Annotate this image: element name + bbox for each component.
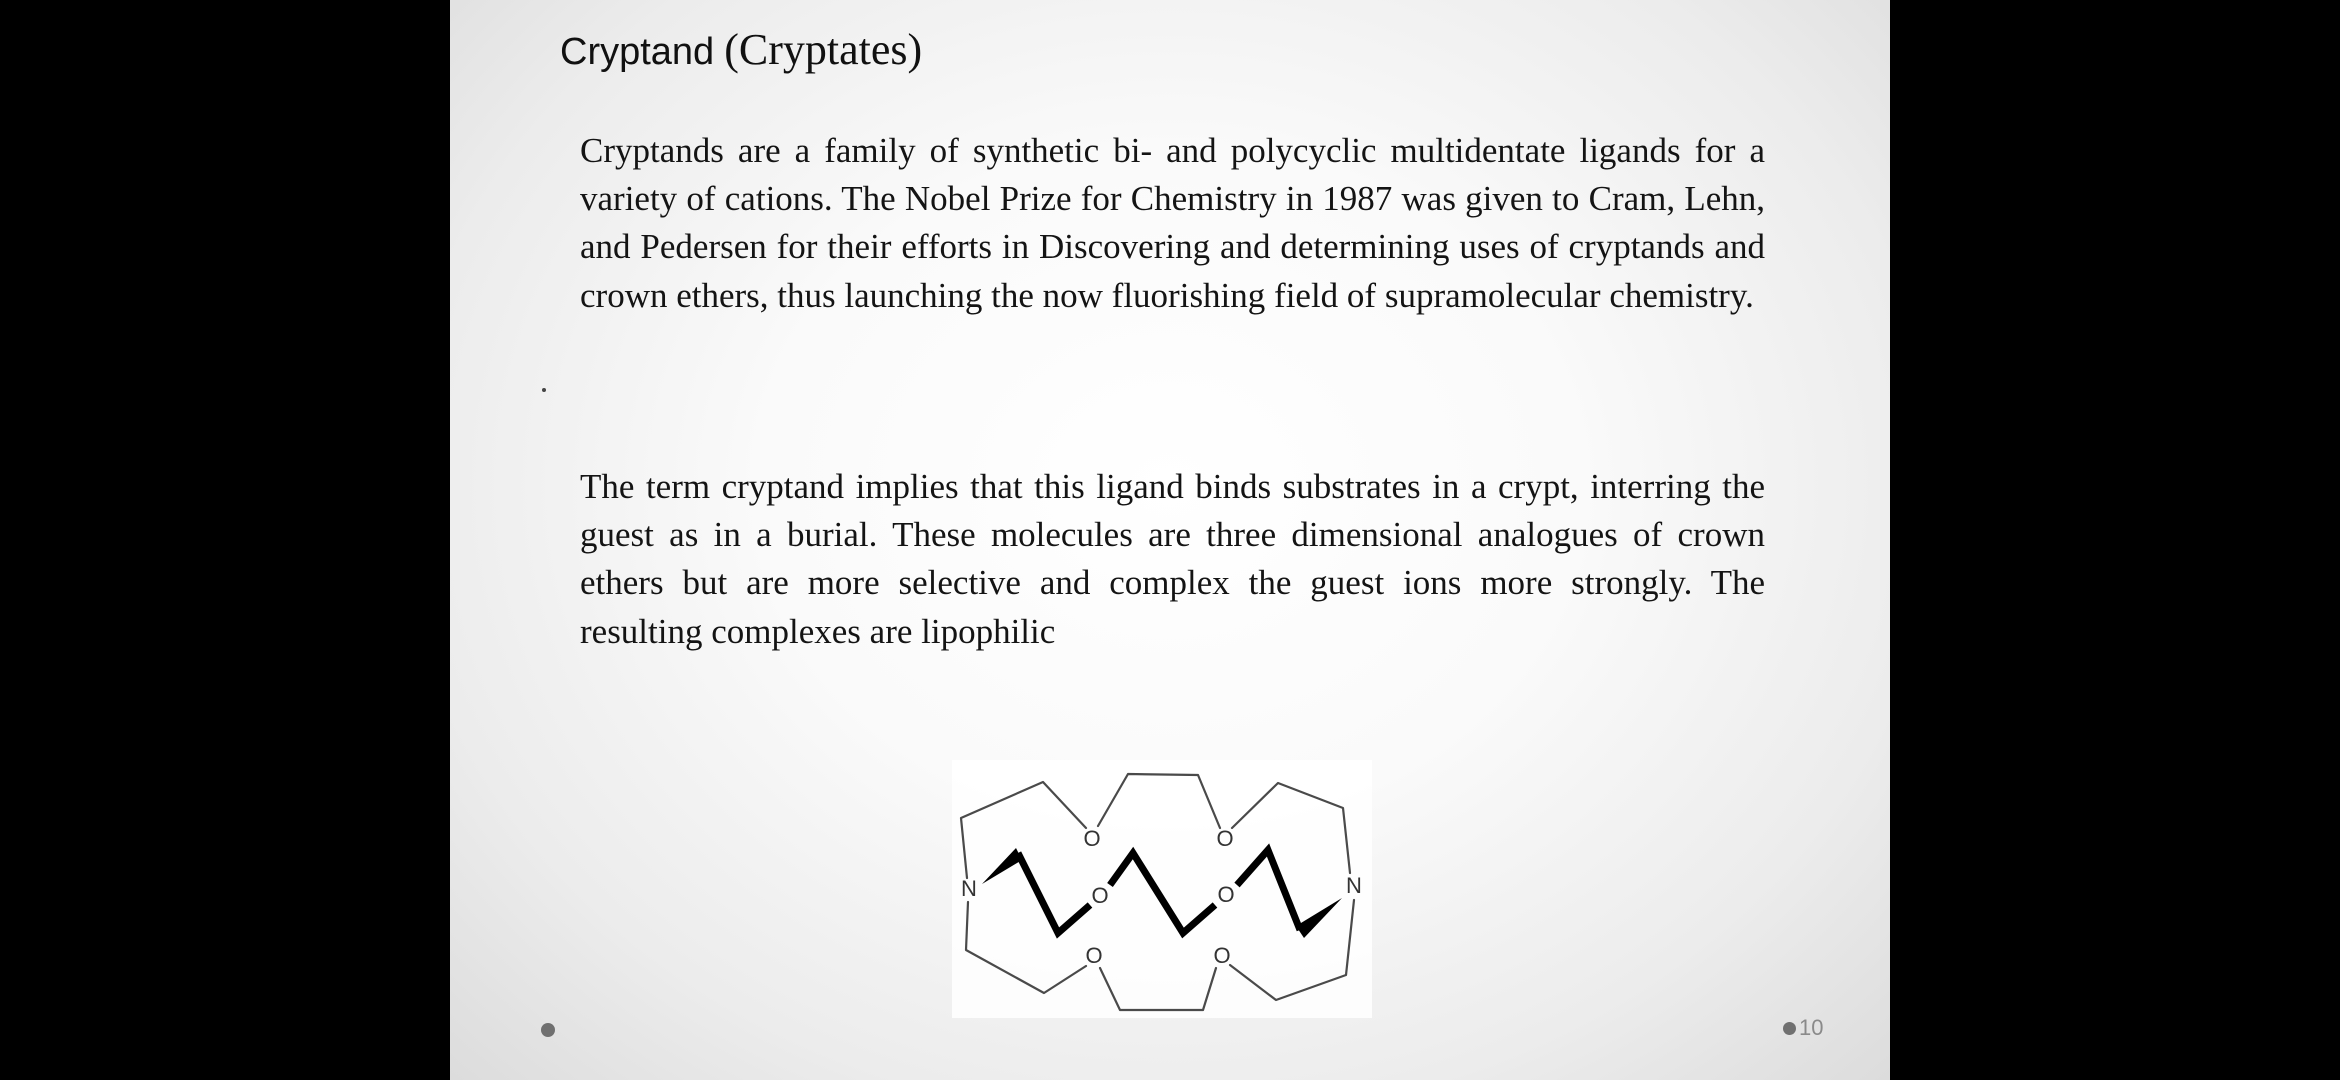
slide-title bbox=[560, 22, 922, 80]
oxygen-atom-top-left: O bbox=[1083, 826, 1101, 851]
nitrogen-atom-left: N bbox=[961, 876, 977, 901]
slide-number bbox=[1783, 1015, 1823, 1041]
slide bbox=[450, 0, 1890, 1080]
paragraph-definition: The term cryptand implies that this ligand binds substrates in a crypt, interring the guest as in a burial. These molecules are three dimensional analogues of crown ethers but are more selective and complex the guest ions more strongly. The resulting complexes are lipophilic bbox=[580, 467, 1765, 651]
wedge-bond-left bbox=[982, 848, 1022, 884]
oxygen-atom-mid-left: O bbox=[1091, 883, 1109, 908]
oxygen-atom-bottom-right: O bbox=[1213, 943, 1231, 968]
paragraph-history: Cryptands are a family of synthetic bi- and polycyclic multidentate ligands for a variety of cations. The Nobel Prize for Chemistry in 1987 was given to Cram, Lehn, and Pedersen for their efforts in Discovering and determining uses of cryptands and crown ethers, thus launching the now fluorishing field of supramolecular chemistry. bbox=[580, 131, 1765, 315]
title-main: Cryptand bbox=[560, 31, 715, 73]
oxygen-atom-bottom-left: O bbox=[1085, 943, 1103, 968]
page-number-text: 10 bbox=[1799, 1015, 1824, 1040]
middle-ether-bridge bbox=[1018, 853, 1090, 933]
footer-bullet-icon bbox=[541, 1023, 555, 1037]
bottom-ether-bridge bbox=[966, 902, 1086, 993]
page-bullet-icon bbox=[1783, 1022, 1796, 1035]
stray-bullet-dot bbox=[542, 388, 546, 392]
nitrogen-atom-right: N bbox=[1346, 873, 1362, 898]
cryptand-structure-diagram bbox=[940, 760, 1380, 1020]
title-parenthetical: (Cryptates) bbox=[724, 25, 923, 74]
oxygen-atom-top-right: O bbox=[1216, 826, 1234, 851]
oxygen-atom-mid-right: O bbox=[1217, 882, 1235, 907]
wedge-bond-right bbox=[1296, 898, 1342, 938]
